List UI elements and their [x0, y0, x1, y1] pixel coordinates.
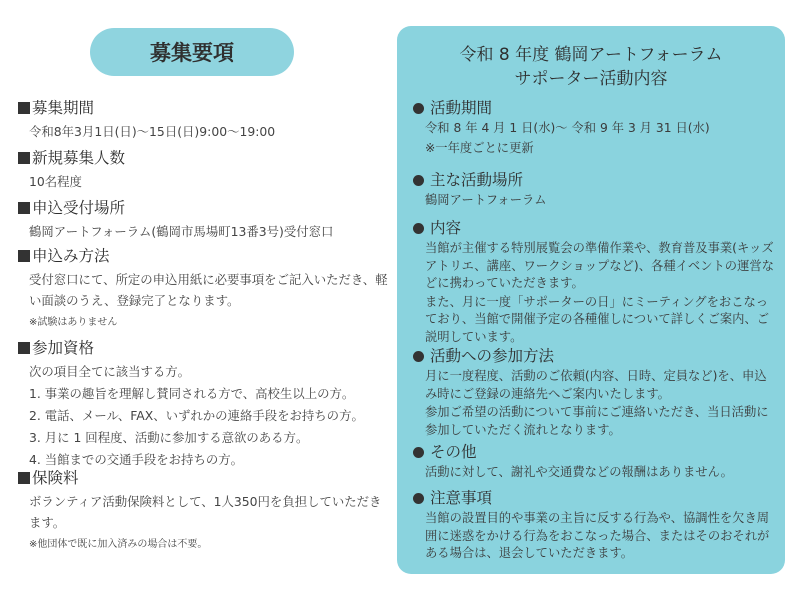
- section-heading: 新規募集人数: [18, 148, 390, 168]
- section-heading: 保険料: [18, 468, 390, 488]
- section-text: 活動に対して、謝礼や交通費などの報酬はありません。: [425, 465, 733, 479]
- section-text: 受付窓口にて、所定の申込用紙に必要事項をご記入いただき、軽い面談のうえ、登録完了となります。: [29, 272, 388, 308]
- section-heading: 内容: [413, 218, 777, 238]
- recruitment-column: [18, 0, 390, 600]
- section-text-2: また、月に一度「サポーターの日」にミーティングをおこなっており、当館で開催予定の各種催しについて詳しくご案内、ご説明しています。: [425, 294, 770, 344]
- square-bullet-icon: [18, 472, 30, 484]
- section-note: ※試験はありません: [29, 317, 118, 328]
- circle-bullet-icon: [413, 223, 424, 234]
- section-heading: 募集期間: [18, 98, 390, 118]
- section-participation: [413, 346, 777, 439]
- section-text: 10名程度: [29, 174, 82, 189]
- section-heading: 注意事項: [413, 488, 777, 508]
- circle-bullet-icon: [413, 103, 424, 114]
- section-text: ボランティア活動保険料として、1人350円を負担していただきます。: [29, 494, 382, 530]
- section-note: ※一年度ごとに更新: [425, 140, 534, 155]
- section-text: 令和 8 年 4 月 1 日(水)〜 令和 9 年 3 月 31 日(水): [425, 121, 710, 135]
- section-text: 月に一度程度、活動のご依頼(内容、日時、定員など)を、申込み時にご登録の連絡先へご案内いたします。: [425, 369, 767, 401]
- section-text: 鶴岡アートフォーラム(鶴岡市馬場町13番3号)受付窓口: [29, 224, 334, 239]
- recruitment-title: 募集要項: [150, 41, 234, 65]
- square-bullet-icon: [18, 202, 30, 214]
- section-insurance: [18, 468, 390, 552]
- eligibility-item: 1. 事業の趣旨を理解し賛同される方で、高校生以上の方。: [29, 386, 355, 401]
- section-other: [413, 442, 777, 482]
- section-activity-place: [413, 170, 777, 210]
- section-heading: 活動への参加方法: [413, 346, 777, 366]
- eligibility-intro: 次の項目全てに該当する方。: [29, 364, 191, 379]
- circle-bullet-icon: [413, 351, 424, 362]
- circle-bullet-icon: [413, 175, 424, 186]
- section-application-place: [18, 198, 390, 242]
- section-activity-period: [413, 98, 777, 157]
- circle-bullet-icon: [413, 493, 424, 504]
- section-text: 鶴岡アートフォーラム: [425, 193, 547, 207]
- section-recruit-count: [18, 148, 390, 192]
- square-bullet-icon: [18, 102, 30, 114]
- square-bullet-icon: [18, 342, 30, 354]
- section-heading: 主な活動場所: [413, 170, 777, 190]
- circle-bullet-icon: [413, 447, 424, 458]
- section-heading: 申込み方法: [18, 246, 390, 266]
- panel-title-line1: 令和 8 年度 鶴岡アートフォーラム: [459, 45, 723, 65]
- section-caution: [413, 488, 777, 563]
- section-text: 当館の設置目的や事業の主旨に反する行為や、協調性を欠き周囲に迷惑をかける行為をおこなった場合、またはそのおそれがある場合は、退会していただきます。: [425, 511, 770, 560]
- section-note: ※他団体で既に加入済みの場合は不要。: [29, 539, 208, 550]
- section-heading: 活動期間: [413, 98, 777, 118]
- section-text: 当館が主催する特別展覧会の準備作業や、教育普及事業(キッズアトリエ、講座、ワークショップなど)、各種イベントの運営などに携わっていただきます。: [425, 241, 774, 290]
- section-content: [413, 218, 777, 346]
- eligibility-item: 2. 電話、メール、FAX、いずれかの連絡手段をお持ちの方。: [29, 408, 364, 423]
- section-period: [18, 98, 390, 142]
- panel-title-line2: サポーター活動内容: [514, 69, 668, 89]
- section-eligibility: [18, 338, 390, 470]
- activity-panel: [397, 26, 785, 574]
- square-bullet-icon: [18, 152, 30, 164]
- section-heading: 申込受付場所: [18, 198, 390, 218]
- section-text-2: 参加ご希望の活動について事前にご連絡いただき、当日活動に参加していただく流れとなります。: [425, 405, 769, 437]
- section-heading: その他: [413, 442, 777, 462]
- section-heading: 参加資格: [18, 338, 390, 358]
- square-bullet-icon: [18, 250, 30, 262]
- section-application-method: [18, 246, 390, 330]
- eligibility-item: 3. 月に 1 回程度、活動に参加する意欲のある方。: [29, 430, 309, 445]
- section-text: 令和8年3月1日(日)〜15日(日)9:00〜19:00: [29, 124, 276, 139]
- recruitment-title-badge: [90, 28, 294, 76]
- eligibility-item: 4. 当館までの交通手段をお持ちの方。: [29, 452, 244, 467]
